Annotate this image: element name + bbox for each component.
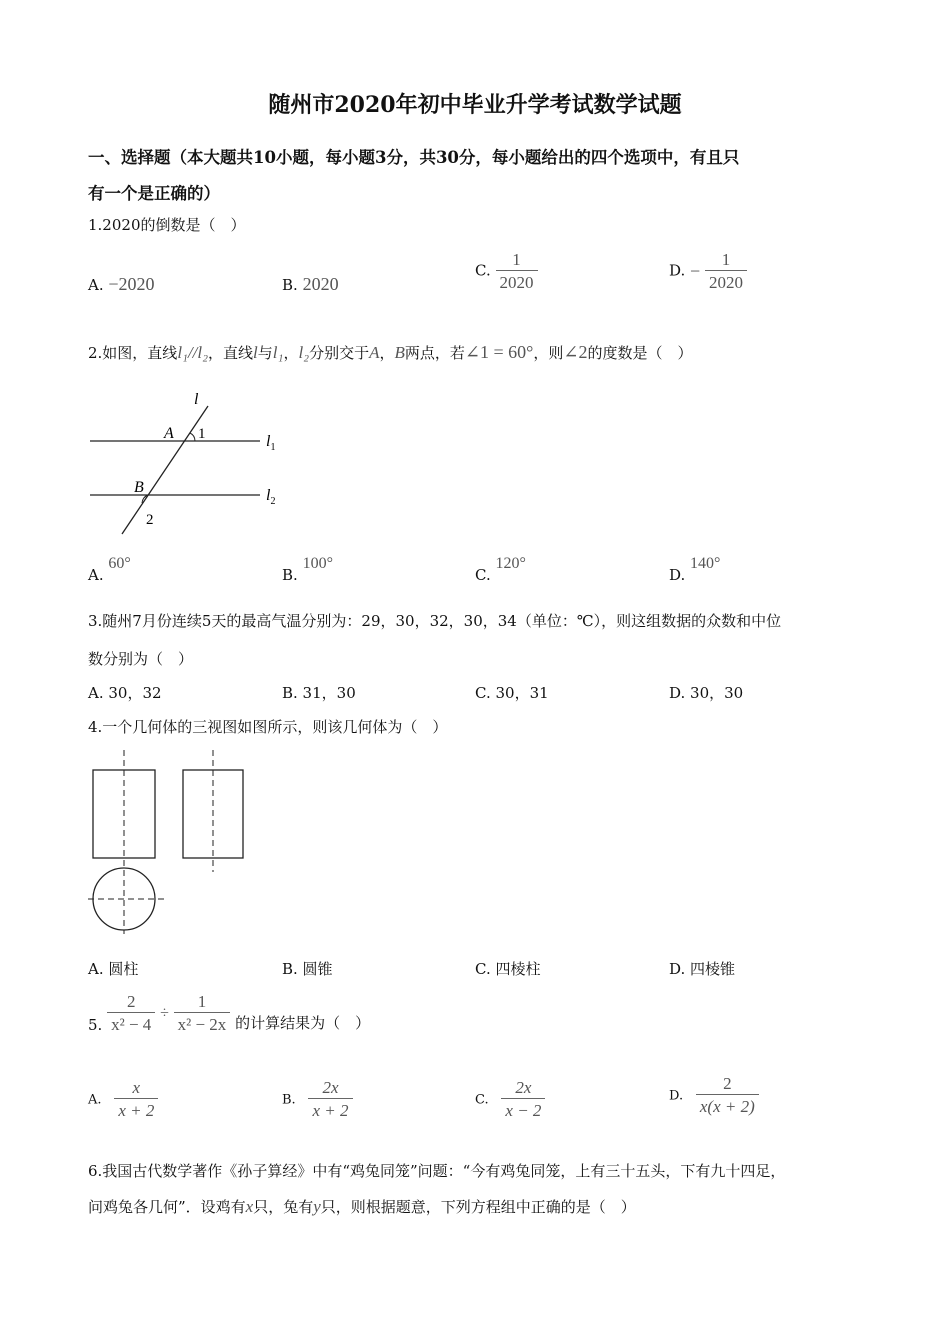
q3-option-b: B. 31，30 bbox=[282, 684, 356, 702]
section-heading-line1: 一、选择题（本大题共10小题，每小题3分，共30分，每小题给出的四个选项中，有且只 bbox=[88, 148, 740, 167]
q1-b-value: 2020 bbox=[302, 274, 339, 294]
q5-option-c bbox=[475, 1078, 545, 1121]
q2-b-value: 100° bbox=[302, 555, 333, 572]
q5-d-label: D. bbox=[669, 1088, 684, 1104]
q2-text-6: ， bbox=[379, 344, 395, 362]
q2-text-7: 两点，若 bbox=[404, 344, 465, 362]
q1-stem: 1.2020的倒数是（ ） bbox=[88, 216, 246, 234]
q5-f1-denominator: x² − 4 bbox=[107, 1012, 155, 1035]
q3-option-d: D. 30，30 bbox=[669, 684, 744, 702]
q1-option-c bbox=[475, 250, 538, 293]
q1-c-label: C. bbox=[475, 261, 491, 280]
q5-a-denominator: x + 2 bbox=[114, 1098, 158, 1121]
q3-stem-line2: 数分别为（ ） bbox=[88, 650, 194, 668]
fig-label-l: l bbox=[194, 391, 199, 408]
q2-option-a bbox=[88, 554, 131, 584]
q1-d-label: D. bbox=[669, 261, 686, 280]
q5-number: 5. bbox=[88, 1015, 103, 1034]
q5-option-a bbox=[88, 1078, 158, 1121]
q5-option-d bbox=[669, 1074, 759, 1117]
q5-f1-numerator: 2 bbox=[126, 992, 136, 1011]
q2-c-value: 120° bbox=[495, 555, 526, 572]
q2-option-d bbox=[669, 554, 721, 584]
q2-math-parallel: l₁//l₂ bbox=[177, 343, 209, 362]
q1-option-d bbox=[669, 250, 747, 293]
q2-text-4: ， bbox=[283, 344, 299, 362]
q5-suffix: 的计算结果为（ ） bbox=[235, 1013, 371, 1032]
q5-f2-numerator: 1 bbox=[197, 992, 207, 1011]
q3-stem-line1: 3.随州7月份连续5天的最高气温分别为：29，30，32，30，34（单位：℃），则这组数据的众数和中位 bbox=[88, 612, 782, 630]
q1-option-b bbox=[282, 274, 339, 295]
q1-b-label: B. bbox=[282, 276, 298, 294]
q5-c-denominator: x − 2 bbox=[501, 1098, 545, 1121]
q4-stem: 4.一个几何体的三视图如图所示，则该几何体为（ ） bbox=[88, 718, 448, 736]
q1-d-sign: − bbox=[690, 261, 701, 281]
q2-math-l: l bbox=[253, 343, 258, 362]
q5-d-fraction bbox=[696, 1074, 759, 1117]
q5-a-numerator: x bbox=[132, 1078, 141, 1097]
fig-label-l2-sub: 2 bbox=[270, 496, 276, 507]
q6-text-b: 只，兔有 bbox=[253, 1198, 314, 1216]
q2-text-5: 分别交于 bbox=[309, 344, 370, 362]
q5-d-denominator: x(x + 2) bbox=[696, 1094, 759, 1117]
q5-f2-denominator: x² − 2x bbox=[174, 1012, 231, 1035]
q4-option-b: B. 圆锥 bbox=[282, 960, 333, 978]
q2-math-B: B bbox=[394, 343, 405, 362]
q6-stem-line2 bbox=[88, 1196, 636, 1217]
q5-b-label: B. bbox=[282, 1092, 296, 1108]
q2-stem bbox=[88, 342, 692, 363]
q3-option-c: C. 30，31 bbox=[475, 684, 549, 702]
q5-b-fraction bbox=[308, 1078, 352, 1121]
q2-math-l1: l₁ bbox=[272, 343, 284, 362]
q1-a-label: A. bbox=[88, 276, 104, 294]
fig-label-l2-main: l bbox=[266, 487, 271, 504]
q5-divide-sign: ÷ bbox=[160, 1004, 169, 1022]
q5-a-fraction bbox=[114, 1078, 158, 1121]
q2-b-label: B. bbox=[282, 566, 298, 584]
q1-c-numerator: 1 bbox=[512, 250, 521, 269]
q2-d-label: D. bbox=[669, 566, 686, 584]
section-heading-line2: 有一个是正确的） bbox=[88, 184, 220, 203]
q2-a-value: 60° bbox=[108, 555, 131, 572]
q5-b-denominator: x + 2 bbox=[308, 1098, 352, 1121]
q4-option-a: A. 圆柱 bbox=[88, 960, 139, 978]
q5-fraction-1 bbox=[107, 992, 155, 1035]
q1-d-denominator: 2020 bbox=[705, 270, 747, 293]
q2-figure-parallel-lines bbox=[86, 388, 286, 540]
fig-label-2: 2 bbox=[146, 512, 154, 528]
q5-option-b bbox=[282, 1078, 353, 1121]
q2-math-angle1: ∠1 = 60° bbox=[464, 342, 534, 362]
q2-option-c bbox=[475, 554, 526, 584]
q2-text-1: 2.如图，直线 bbox=[88, 344, 178, 362]
q4-figure-three-views bbox=[86, 748, 256, 938]
fig-label-B: B bbox=[134, 479, 144, 496]
q2-a-label: A. bbox=[88, 566, 104, 584]
fig-label-l1-sub: 1 bbox=[270, 442, 276, 453]
q5-d-numerator: 2 bbox=[723, 1074, 732, 1093]
q1-d-numerator: 1 bbox=[721, 250, 731, 269]
q5-fraction-2 bbox=[174, 992, 231, 1035]
q3-option-a: A. 30，32 bbox=[88, 684, 162, 702]
q6-math-x: x bbox=[245, 1197, 254, 1216]
fig-label-1: 1 bbox=[198, 426, 206, 442]
q2-d-value: 140° bbox=[690, 555, 721, 572]
q5-c-label: C. bbox=[475, 1092, 489, 1108]
fig-label-A: A bbox=[164, 425, 174, 442]
fig-label-l1-main: l bbox=[266, 433, 271, 450]
q6-text-c: 只，则根据题意，下列方程组中正确的是（ ） bbox=[320, 1198, 636, 1216]
q1-a-value: −2020 bbox=[108, 274, 155, 294]
q5-c-fraction bbox=[501, 1078, 545, 1121]
q2-math-l2: l₂ bbox=[298, 343, 310, 362]
fig-label-l1 bbox=[266, 433, 275, 453]
q2-text-9: 的度数是（ ） bbox=[587, 344, 693, 362]
q2-text-8: ，则 bbox=[533, 344, 564, 362]
q2-math-angle2: ∠2 bbox=[563, 342, 588, 362]
page-title: 随州市2020年初中毕业升学考试数学试题 bbox=[268, 92, 682, 118]
q4-option-d: D. 四棱锥 bbox=[669, 960, 736, 978]
q2-c-label: C. bbox=[475, 566, 491, 584]
q5-c-numerator: 2x bbox=[515, 1078, 532, 1097]
q4-option-c: C. 四棱柱 bbox=[475, 960, 541, 978]
q2-text-3: 与 bbox=[257, 344, 273, 362]
q1-c-denominator: 2020 bbox=[496, 270, 538, 293]
angle1-arc bbox=[190, 433, 195, 441]
q2-text-2: ，直线 bbox=[208, 344, 254, 362]
q5-a-label: A. bbox=[88, 1092, 102, 1108]
q6-math-y: y bbox=[313, 1197, 321, 1216]
fig-label-l2 bbox=[266, 487, 275, 507]
q1-option-a bbox=[88, 274, 155, 295]
q6-stem-line1: 6.我国古代数学著作《孙子算经》中有“鸡兔同笼”问题：“今有鸡兔同笼，上有三十五头，下有九十四足， bbox=[88, 1162, 786, 1180]
q5-b-numerator: 2x bbox=[322, 1078, 339, 1097]
q6-text-a: 问鸡兔各几何”．设鸡有 bbox=[88, 1198, 246, 1216]
q2-math-A: A bbox=[369, 343, 380, 362]
q2-option-b bbox=[282, 554, 333, 584]
q5-stem bbox=[88, 992, 370, 1035]
q1-c-fraction bbox=[496, 250, 538, 293]
q1-d-fraction bbox=[705, 250, 747, 293]
